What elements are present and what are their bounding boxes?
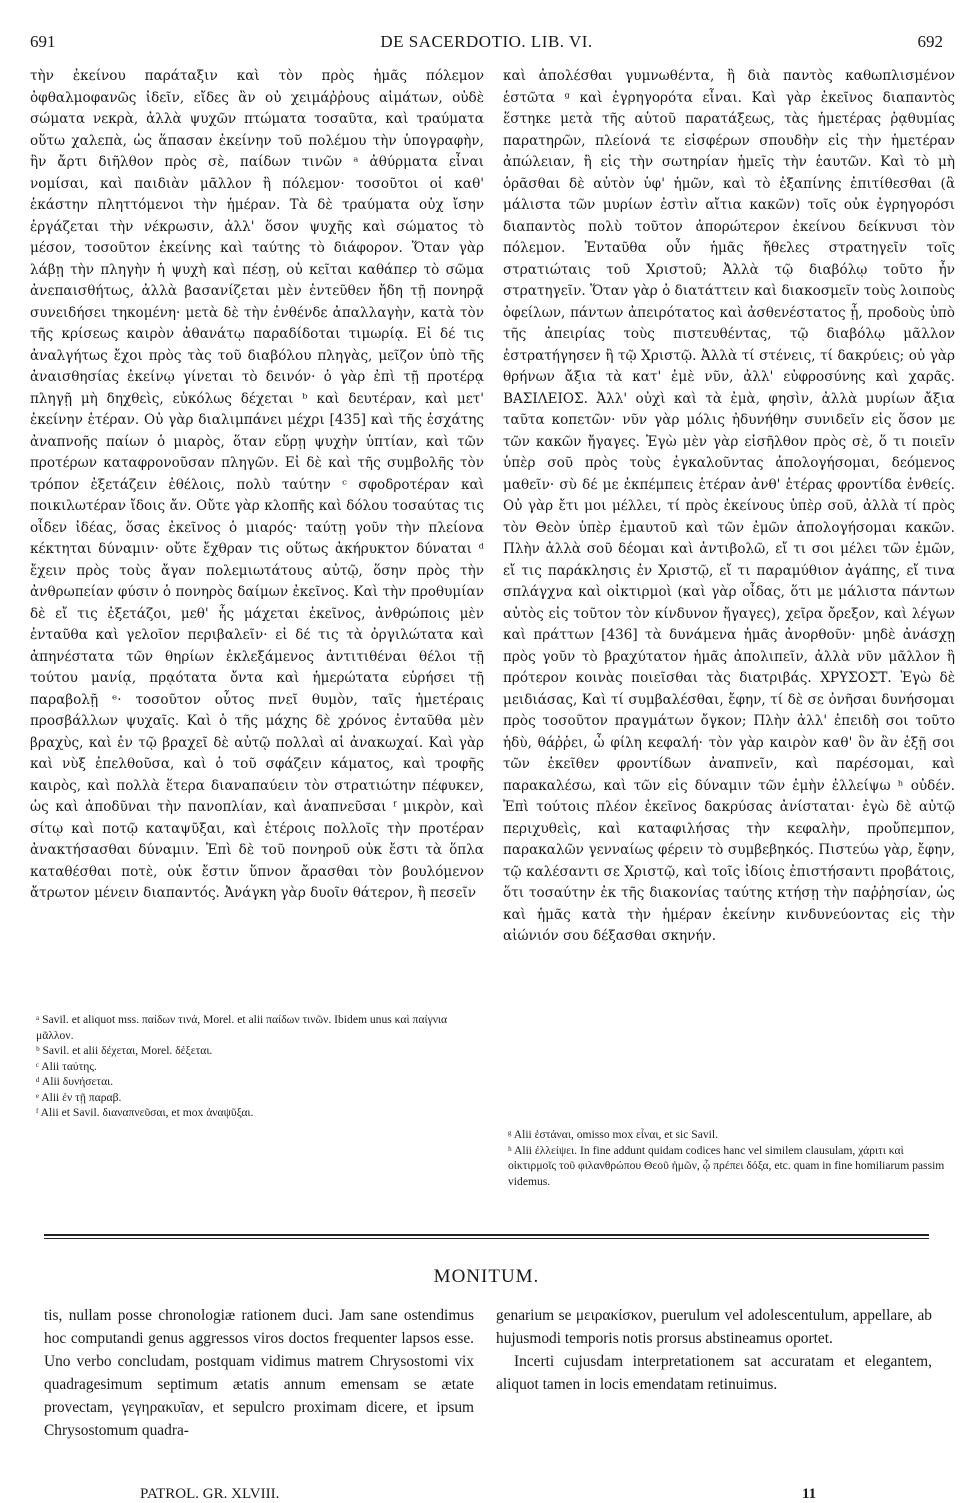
- footnotes-right: [508, 1127, 953, 1189]
- monitum-heading: MONITUM.: [433, 1266, 540, 1287]
- monitum-right-paragraph-1: genarium se μειρακίσκον, puerulum vel adolescentulum, appellare, ab hujusmodi temporis notis prorsus abstineamus oportet.: [496, 1307, 932, 1347]
- footnote: ʰ Alii ἐλλείψει. In fine addunt quidam codices hanc vel similem clausulam, χάριτι καὶ οἰκτιρμοῖς τοῦ φιλανθρώπου Θεοῦ ἡμῶν, ᾧ πρέπει δόξα, etc. quam in fine homiliarum passim videmus.: [508, 1143, 945, 1188]
- right-column-text: καὶ ἀπολέσθαι γυμνωθέντα, ἢ διὰ παντὸς καθωπλισμένον ἑστῶτα ᵍ καὶ ἐγρηγορότα εἶναι. Καὶ γὰρ ἐκεῖνος διαπαντὸς ἕστηκε μετὰ τῆς αὑτοῦ παρατάξεως, τὰς ἡμετέρας ῥᾳθυμίας παρατηρῶν, πλείονά τε εἰσφέρων σπουδὴν εἰς τὴν ἡμετέραν ἀπώλειαν, ἢ εἰς τὴν σωτηρίαν ἡμεῖς τὴν ἑαυτῶν. Καὶ τὸ μὴ ὁρᾶσθαι δὲ αὐτὸν ὑφ' ἡμῶν, καὶ τὸ ἐξαπίνης ἐπιτίθεσθαι (ἃ μάλιστα τῶν μυρίων ἐστὶν αἴτια κακῶν) τοῖς οὐκ ἐγρηγορόσι διαπαντὸς πολὺ τοῦτον ἀπορώτερον ἐκείνου δείκνυσι τὸν πόλεμον. Ἐνταῦθα οὖν ἡμᾶς ἤθελες στρατηγεῖν τοῖς στρατιώταις τοῦ Χριστοῦ; Ἀλλὰ τῷ διαβόλῳ τοῦτο ἦν στρατηγεῖν. Ὅταν γὰρ ὁ διατάττειν καὶ διακοσμεῖν τοὺς λοιποὺς ὀφείλων, πάντων ἀπειρότατος καὶ ἀσθενέστατος ᾖ, προδοὺς ὑπὸ τῆς ἀπειρίας τοὺς πιστευθέντας, τῷ διαβόλῳ μᾶλλον ἐστρατήγησεν ἢ τῷ Χριστῷ. Ἀλλὰ τί στένεις, τί δακρύεις; οὐ γὰρ θρήνων ἄξια τὰ κατ' ἐμὲ νῦν, ἀλλ' εὐφροσύνης καὶ χαρᾶς. ΒΑΣΙΛΕΙΟΣ. Ἀλλ' οὐχὶ καὶ τὰ ἐμὰ, φησὶν, ἀλλὰ μυρίων ἄξια ταῦτα κοπετῶν· νῦν γὰρ μόλις ἠδυνήθην συνιδεῖν εἰς ὅσον με τῶν κακῶν ἤγαγες. Ἐγὼ μὲν γὰρ εἰσῆλθον πρὸς σὲ, ὅ τι ποιεῖν ὑπὲρ σοῦ πρὸς τοὺς ἐγκαλοῦντας ἀπολογήσομαι, δεόμενος μαθεῖν· σὺ δέ με ἐκπέμπεις ἑτέραν ἀνθ' ἑτέρας φροντίδα ἐνθείς. Οὐ γὰρ ἔτι μοι μέλλει, τί πρὸς ἐκείνους ὑπὲρ σοῦ, ἀλλὰ τί πρὸς τὸν Θεὸν ὑπὲρ ἐμαυτοῦ καὶ τῶν ἐμῶν ἀπολογήσομαι κακῶν. Πλὴν ἀλλὰ σοῦ δέομαι καὶ ἀντιβολῶ, εἴ τι σοι μέλει τῶν ἐμῶν, εἴ τις παράκλησις ἐν Χριστῷ, εἴ τι παραμύθιον ἀγάπης, εἴ τινα σπλάγχνα καὶ οἰκτιρμοὶ (καὶ γὰρ οἶδας, ὅτι με μάλιστα πάντων αὐτὸς εἰς τοῦτον τὸν κίνδυνον ἤγαγες), χεῖρα ὄρεξον, καὶ λέγων καὶ πράττων [436] τὰ δυνάμενα ἡμᾶς ἀνορθοῦν· μηδὲ ἀνάσχῃ πρὸς γοῦν τὸ βραχύτατον ἡμᾶς ἀπολιπεῖν, ἀλλὰ νῦν μᾶλλον ἢ πρότερον κοινὰς ποιεῖσθαι τὰς διατριβάς. ΧΡΥΣΟΣΤ. Ἐγὼ δὲ μειδιάσας, Καὶ τί συμβαλέσθαι, ἔφην, τί δὲ σε ὀνῆσαι δυνήσομαι πρὸς τοσοῦτον πραγμάτων ὄγκον; Πλὴν ἀλλ' ἐπειδὴ σοι τοῦτο ἡδὺ, θάῤῥει, ὦ φίλη κεφαλή· τὸν γὰρ καιρὸν καθ' ὃν ἂν ἐξῇ σοι τῶν ἐκεῖθεν φροντίδων ἀναπνεῖν, καὶ παρέσομαι, καὶ παρακαλέσω, καὶ τῶν εἰς δύναμιν τῶν ἐμὴν ἐλλείψω ʰ οὐδέν. Ἐπὶ τούτοις πλέον ἐκεῖνος δακρύσας ἀνίσταται· ἐγὼ δὲ αὐτῷ περιχυθεὶς, καὶ καταφιλήσας τὴν κεφαλὴν, προὔπεμπον, παρακαλῶν γενναίως φέρειν τὸ συμβεβηκός. Πιστεύω γὰρ, ἔφην, τῷ καλέσαντι σε Χριστῷ, καὶ τοῖς ἰδίοις ἐπιστήσαντι προβάτοις, ὅτι τοσαύτην ἐκ τῆς διακονίας ταύτης κτήσῃ τὴν παῤῥησίαν, ὡς καὶ ἡμᾶς κατὰ τὴν ἡμέραν ἐκείνην κινδυνεύοντας εἰς τὴν αἰώνιόν σου δέξασθαι σκηνήν.: [503, 68, 955, 944]
- footnote: ᵃ Savil. et aliquot mss. παίδων τινά, Morel. et alii παίδων τινῶν. Ibidem unus καὶ παίγνια μᾶλλον.: [36, 1013, 448, 1042]
- footnote: ᵉ Alii ἐν τῇ παραβ.: [36, 1090, 122, 1104]
- monitum-left-column: [44, 1304, 474, 1442]
- page-number-left: 691: [30, 32, 56, 51]
- footnotes-left: [36, 1012, 476, 1121]
- footnote: ᶠ Alii et Savil. διαναπνεῦσαι, et mox ἀναψῦξαι.: [36, 1106, 254, 1119]
- section-divider-thin: [44, 1238, 929, 1239]
- monitum-left-text: tis, nullam posse chronologiæ rationem duci. Jam sane ostendimus hoc computandi genus aggressos viros doctos frequenter lapsos esse. Uno verbo concludam, postquam vidimus matrem Chrysostomi vix quadragesimum septimum ætatis annum emensam se ætate provectam, γεγηρακυῖαν, et sepulcro proximam dicere, et ipsum Chrysostomum quadra-: [44, 1307, 474, 1439]
- greek-text-right-column: [503, 66, 955, 948]
- running-title: DE SACERDOTIO. LIB. VI.: [380, 32, 593, 51]
- footnote: ᵈ Alii δυνήσεται.: [36, 1075, 114, 1088]
- running-head: [30, 32, 943, 56]
- footnote: ᵍ Alii ἑστάναι, omisso mox εἶναι, et sic Savil.: [508, 1128, 719, 1141]
- page-number-right: 692: [917, 32, 943, 51]
- left-column-text: τὴν ἐκείνου παράταξιν καὶ τὸν πρὸς ἡμᾶς πόλεμον ὀφθαλμοφανῶς ἰδεῖν, εἴδες ἂν οὐ χειμάῤῥους αἱμάτων, οὐδὲ σώματα νεκρὰ, ἀλλὰ ψυχῶν πτώματα τοσαῦτα, καὶ τραύματα οὕτω χαλεπὰ, ὡς ἅπασαν ἐκείνην τοῦ πολέμου τὴν ὑπογραφὴν, ἣν ἄρτι διῆλθον πρὸς σὲ, παίδων τινῶν ᵃ ἀθύρματα εἶναι νομίσαι, καὶ παιδιὰν μᾶλλον ἢ πόλεμον· τοσοῦτοι οἱ καθ' ἑκάστην πληττόμενοι τὴν ἡμέραν. Τὰ δὲ τραύματα οὐχ ἴσην ἐργάζεται τὴν νέκρωσιν, ἀλλ' ὅσον ψυχῆς καὶ σώματος τὸ μέσον, τοσοῦτον ἐκείνης καὶ ταύτης τὸ διάφορον. Ὅταν γὰρ λάβῃ τὴν πληγὴν ἡ ψυχὴ καὶ πέσῃ, οὐ κεῖται καθάπερ τὸ σῶμα ἀνεπαισθήτως, ἀλλὰ βασανίζεται μὲν ἐντεῦθεν ἤδη τῇ πονηρᾷ συνειδήσει τηκομένη· μετὰ δὲ τὴν ἐνθένδε ἀπαλλαγὴν, κατὰ τὸν τῆς κρίσεως καιρὸν ἀθανάτῳ παραδίδοται τιμωρίᾳ. Εἰ δέ τις ἀναλγήτως ἔχοι πρὸς τὰς τοῦ διαβόλου πληγὰς, μεῖζον ὑπὸ τῆς ἀναισθησίας ἐκείνῳ γίνεται τὸ δεινόν· ὁ γὰρ ἐπὶ τῇ προτέρᾳ πληγῇ μὴ δηχθεὶς, εὐκόλως δέχεται ᵇ καὶ δευτέραν, καὶ μετ' ἐκείνην ἑτέραν. Οὐ γὰρ διαλιμπάνει μέχρι [435] καὶ τῆς ἐσχάτης ἀναπνοῆς παίων ὁ μιαρὸς, ὅταν εὕρῃ ψυχὴν ὑπτίαν, καὶ τῶν προτέρων καταφρονοῦσαν πληγῶν. Εἰ δὲ καὶ τῆς συμβολῆς τὸν τρόπον ἐξετάζειν ἐθέλοις, πολὺ ταύτην ᶜ σφοδροτέραν καὶ ποικιλωτέραν ἴδοις ἄν. Οὔτε γὰρ κλοπῆς καὶ δόλου τοσαύτας τις οἶδεν ἰδέας, ὅσας ἐκεῖνος ὁ μιαρός· ταύτῃ γοῦν τὴν πλείονα κέκτηται δύναμιν· οὔτε ἔχθραν τις οὕτως ἀκήρυκτον δύναται ᵈ ἔχειν πρὸς τοὺς ἄγαν πολεμιωτάτους αὐτῷ, ὅσην πρὸς τὴν ἀνθρωπείαν φύσιν ὁ πονηρὸς δαίμων ἐκεῖνος. Καὶ τὴν προθυμίαν δὲ εἴ τις ἐξετάζοι, μεθ' ἧς μάχεται ἐκεῖνος, ἀνθρώποις μὲν ἐνταῦθα καὶ γελοῖον περιβαλεῖν· εἰ δέ τις τὰ ὀργιλώτατα καὶ ἀπηνέστατα τῶν θηρίων ἐκλεξάμενος ἀντιτιθέναι θέλοι τῇ τούτου μανίᾳ, πρᾳότατα ὄντα καὶ ἡμερώτατα εὑρήσει τῇ παραβολῇ ᵉ· τοσοῦτον οὗτος πνεῖ θυμὸν, ταῖς ἡμετέραις προσβάλλων ψυχαῖς. Καὶ ὁ τῆς μάχης δὲ χρόνος ἐνταῦθα μὲν βραχὺς, καὶ ἐν τῷ βραχεῖ δὲ αὐτῷ πολλαὶ αἱ ἀνακωχαί. Καὶ γὰρ καὶ νὺξ ἐπελθοῦσα, καὶ ὁ τοῦ σφάζειν κάματος, καὶ τροφῆς καιρὸς, καὶ πολλὰ ἕτερα διαναπαύειν τὸν στρατιώτην πέφυκεν, ὡς καὶ ἀποδῦναι τὴν πανοπλίαν, καὶ ἀναπνεῦσαι ᶠ μικρὸν, καὶ σίτῳ καὶ ποτῷ καταψῦξαι, καὶ ἑτέροις πολλοῖς τὴν προτέραν ἀνακτήσασθαι δύναμιν. Ἐπὶ δὲ τοῦ πονηροῦ οὐκ ἔστι τὰ ὅπλα καταθέσθαι ποτὲ, οὐκ ἔστιν ὕπνον ἄρασθαι τὸν βουλόμενον ἄτρωτον μένειν διαπαντός. Ἀνάγκη γὰρ δυοῖν θάτερον, ἢ πεσεῖν: [30, 68, 484, 901]
- section-divider: [44, 1234, 929, 1236]
- monitum-right-column: [496, 1304, 932, 1396]
- monitum-right-paragraph-2: Incerti cujusdam interpretationem sat accuratam et elegantem, aliquot tamen in locis emendatam retinuimus.: [496, 1353, 932, 1393]
- footer-number: 11: [802, 1486, 817, 1502]
- footer-signature: PATROL. GR. XLVIII.: [140, 1486, 280, 1502]
- footnote: ᵇ Savil. et alii δέχεται, Morel. δέξεται.: [36, 1044, 213, 1057]
- greek-text-left-column: [30, 66, 484, 905]
- footnote: ᶜ Alii ταύτης.: [36, 1059, 97, 1073]
